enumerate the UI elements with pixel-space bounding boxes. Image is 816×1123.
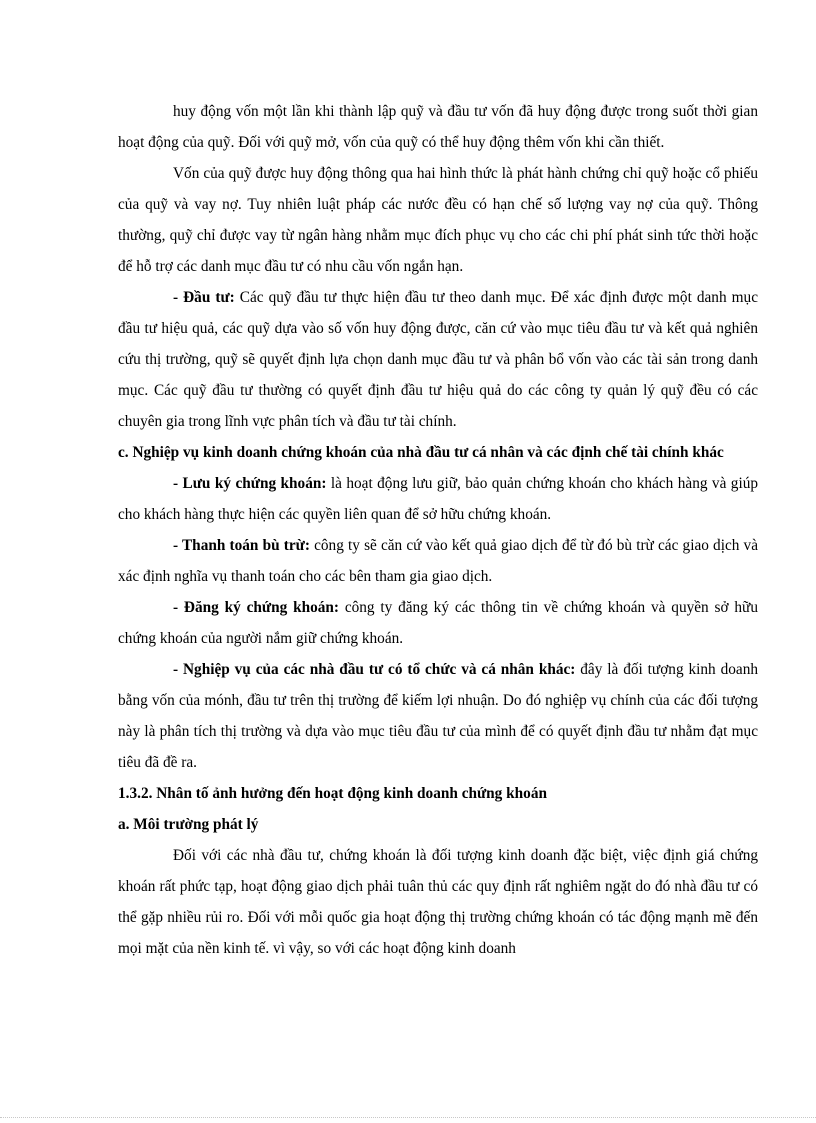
term-custody: - Lưu ký chứng khoán: bbox=[173, 475, 327, 492]
term-other-investors: - Nghiệp vụ của các nhà đầu tư có tổ chức và cá nhân khác: bbox=[173, 661, 576, 678]
section-heading-a: a. Môi trường phát lý bbox=[118, 816, 259, 833]
paragraph-investment-text: Các quỹ đầu tư thực hiện đầu tư theo danh mục. Để xác định được một danh mục đầu tư hiệu quả, các quỹ dựa vào số vốn huy động được, căn cứ vào mục tiêu đầu tư và kết quả nghiên cứu thị trường, quỹ sẽ quyết định lựa chọn danh mục đầu tư và phân bổ vốn vào các tài sản trong danh mục. Các quỹ đầu tư thường có quyết định đầu tư hiệu quả do các công ty quản lý quỹ đều có các chuyên gia trong lĩnh vực phân tích và đầu tư tài chính. bbox=[118, 289, 758, 430]
paragraph-clearing bbox=[118, 530, 758, 592]
document-page bbox=[118, 96, 758, 964]
paragraph-clearing-text: công ty sẽ căn cứ vào kết quả giao dịch để từ đó bù trừ các giao dịch và xác định nghĩa vụ thanh toán cho các bên tham gia giao dịch. bbox=[118, 537, 758, 585]
paragraph-custody bbox=[118, 468, 758, 530]
term-investment: - Đầu tư: bbox=[173, 289, 235, 306]
paragraph-investment bbox=[118, 282, 758, 437]
paragraph-registration bbox=[118, 592, 758, 654]
term-clearing: - Thanh toán bù trừ: bbox=[173, 537, 310, 554]
section-heading-c: c. Nghiệp vụ kinh doanh chứng khoán của nhà đầu tư cá nhân và các định chế tài chính khác bbox=[118, 444, 724, 461]
section-heading-1-3-2: 1.3.2. Nhân tố ảnh hưởng đến hoạt động kinh doanh chứng khoán bbox=[118, 785, 547, 802]
paragraph-legal-environment: Đối với các nhà đầu tư, chứng khoán là đối tượng kinh doanh đặc biệt, việc định giá chứng khoán rất phức tạp, hoạt động giao dịch phải tuân thủ các quy định rất nghiêm ngặt do đó nhà đầu tư có thể gặp nhiều rủi ro. Đối với mỗi quốc gia hoạt động thị trường chứng khoán có tác động mạnh mẽ đến mọi mặt của nền kinh tế. vì vậy, so với các hoạt động kinh doanh bbox=[118, 847, 758, 957]
paragraph-registration-text: công ty đăng ký các thông tin về chứng khoán và quyền sở hữu chứng khoán của người nắm giữ chứng khoán. bbox=[118, 599, 758, 647]
page-bottom-divider bbox=[0, 1117, 816, 1118]
term-registration: - Đăng ký chứng khoán: bbox=[173, 599, 339, 616]
paragraph-fund-capital: huy động vốn một lần khi thành lập quỹ và đầu tư vốn đã huy động được trong suốt thời gian hoạt động của quỹ. Đối với quỹ mở, vốn của quỹ có thể huy động thêm vốn khi cần thiết. bbox=[118, 103, 758, 151]
paragraph-other-investors-text: đây là đối tượng kinh doanh bằng vốn của mónh, đầu tư trên thị trường để kiếm lợi nhuận. Do đó nghiệp vụ chính của các đối tượng này là phân tích thị trường và dựa vào mục tiêu đầu tư của mình để có quyết định đầu tư nhằm đạt mục tiêu đã đề ra. bbox=[118, 661, 758, 771]
paragraph-other-investors bbox=[118, 654, 758, 778]
paragraph-capital-mobilization: Vốn của quỹ được huy động thông qua hai hình thức là phát hành chứng chỉ quỹ hoặc cổ phiếu của quỹ và vay nợ. Tuy nhiên luật pháp các nước đều có hạn chế số lượng vay nợ của quỹ. Thông thường, quỹ chỉ được vay từ ngân hàng nhằm mục đích phục vụ cho các chi phí phát sinh tức thời hoặc để hỗ trợ các danh mục đầu tư có nhu cầu vốn ngắn hạn. bbox=[118, 165, 758, 275]
paragraph-custody-text: là hoạt động lưu giữ, bảo quản chứng khoán cho khách hàng và giúp cho khách hàng thực hiện các quyền liên quan để sở hữu chứng khoán. bbox=[118, 475, 759, 523]
